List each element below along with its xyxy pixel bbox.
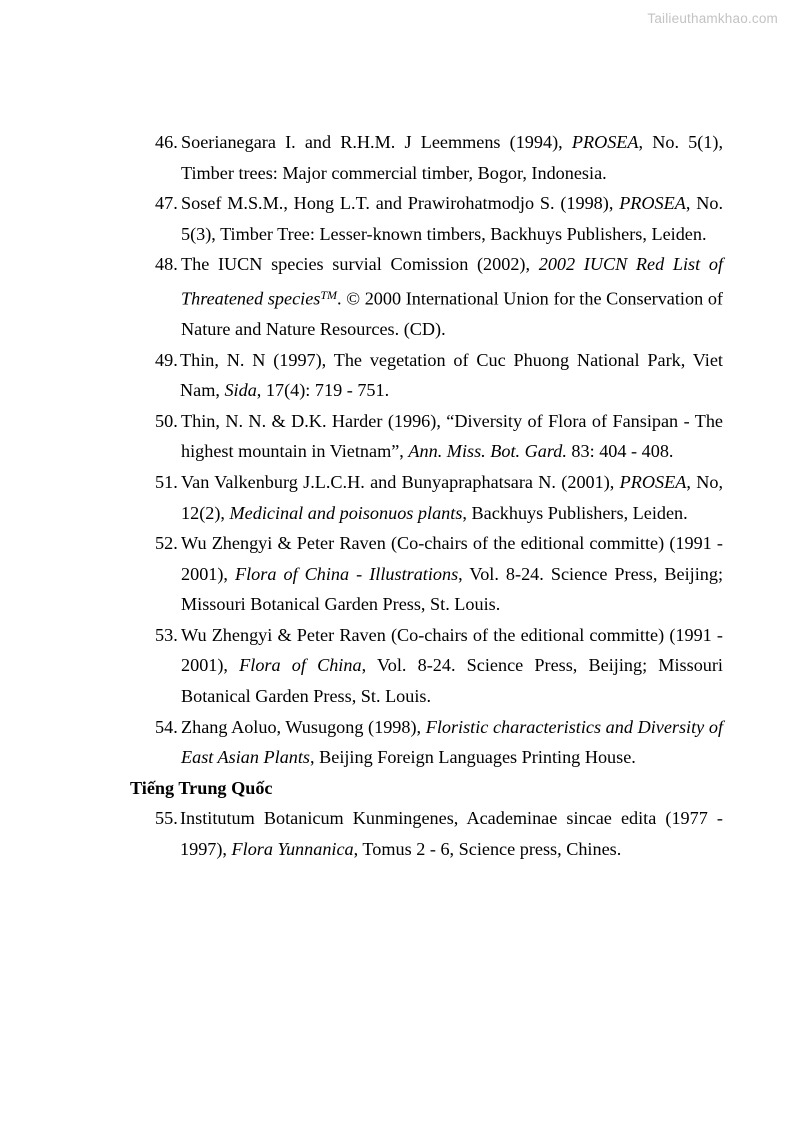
reference-text [181,528,723,620]
reference-text-run: Sosef M.S.M., Hong L.T. and Prawirohatmodjo S. (1998), [181,193,620,214]
page-content [130,127,724,865]
reference-text-run: Thin, N. N (1997), The vegetation of Cuc Phuong National Park, Viet Nam, [180,349,723,401]
reference-title-italic: Flora of China [239,655,362,676]
reference-number: 54. [155,716,178,737]
reference-number: 50. [155,410,178,431]
reference-text-run: , No. 5(3), Timber Tree: Lesser-known timbers, Backhuys Publishers, Leiden. [181,193,723,244]
reference-text-run: , Tomus 2 - 6, Science press, Chines. [353,839,622,860]
reference-entry [155,249,723,344]
reference-title-italic: Sida [224,380,257,401]
reference-entry [155,127,723,188]
reference-text [181,249,723,344]
reference-title-italic: PROSEA [619,193,686,214]
reference-number: 47. [155,193,178,214]
reference-number: 52. [155,533,178,554]
reference-entry [155,345,723,406]
reference-list-primary [155,127,723,773]
reference-text-run: . © 2000 International Union for the Conservation of Nature and Nature Resources. (CD). [181,288,723,339]
watermark-text: Tailieuthamkhao.com [647,11,778,26]
reference-text [181,127,723,188]
reference-text-run: , No, 12(2), [181,471,723,523]
reference-title-italic: PROSEA [619,471,687,492]
reference-text-run: Institutum Botanicum Kunmingenes, Academinae sincae edita (1977 - 1997), [180,808,723,860]
reference-text-run: , Beijing Foreign Languages Printing House. [310,747,636,768]
reference-text-run: , Backhuys Publishers, Leiden. [462,502,688,523]
reference-text [181,406,723,467]
reference-text-run: , No. 5(1), Timber trees: Major commercial timber, Bogor, Indonesia. [181,132,723,183]
reference-text [181,467,723,528]
reference-text-run: Wu Zhengyi & Peter Raven (Co-chairs of the editional committe) (1991 - 2001), [181,533,723,584]
reference-entry [155,406,723,467]
reference-title-italic: Floristic characteristics and Diversity of East Asian Plants [181,716,723,768]
reference-text-run: , Vol. 8-24. Science Press, Beijing; Missouri Botanical Garden Press, St. Louis. [181,655,723,707]
reference-text-run: , 17(4): 719 - 751. [256,380,390,401]
reference-text [181,712,723,773]
reference-number: 49. [155,349,178,370]
reference-entry [155,803,723,864]
reference-entry [155,712,723,773]
reference-text-run: , Vol. 8-24. Science Press, Beijing; Missouri Botanical Garden Press, St. Louis. [181,563,724,615]
reference-list-secondary [155,803,723,864]
reference-text-run: Van Valkenburg J.L.C.H. and Bunyapraphatsara N. (2001), [181,471,620,492]
reference-text-run: Soerianegara I. and R.H.M. J Leemmens (1994), [181,132,572,152]
reference-title-italic: 2002 IUCN Red List of Threatened species [181,254,723,309]
reference-number: 53. [155,624,178,645]
reference-entry [155,528,723,620]
reference-number: 51. [155,471,178,492]
reference-text-run: Wu Zhengyi & Peter Raven (Co-chairs of the editional committe) (1991 - 2001), [181,624,723,676]
reference-text [181,620,723,712]
reference-title-italic: Flora Yunnanica [231,839,354,860]
reference-number: 48. [155,254,178,275]
reference-number: 55. [155,808,178,829]
reference-text [180,803,723,864]
reference-number: 46. [155,132,178,152]
reference-title-italic: Medicinal and poisonuos plants [229,502,463,523]
reference-text [180,345,723,406]
reference-text-run: 83: 404 - 408. [566,441,674,462]
reference-text-run: The IUCN species survial Comission (2002), [181,254,539,275]
reference-text [181,188,723,249]
reference-entry [155,620,723,712]
reference-text-run: Thin, N. N. & D.K. Harder (1996), “Diversity of Flora of Fansipan - The highest mountain in Vietnam”, [181,410,723,462]
reference-title-italic: Ann. Miss. Bot. Gard. [408,441,567,462]
trademark-superscript: TM [320,287,338,302]
reference-title-italic: Flora of China - Illustrations [235,563,459,584]
reference-entry [155,188,723,249]
section-heading-tieng-trung-quoc: Tiếng Trung Quốc [130,777,273,798]
reference-title-italic: PROSEA [571,132,639,152]
reference-text-run: Zhang Aoluo, Wusugong (1998), [181,716,426,737]
reference-entry [155,467,723,528]
